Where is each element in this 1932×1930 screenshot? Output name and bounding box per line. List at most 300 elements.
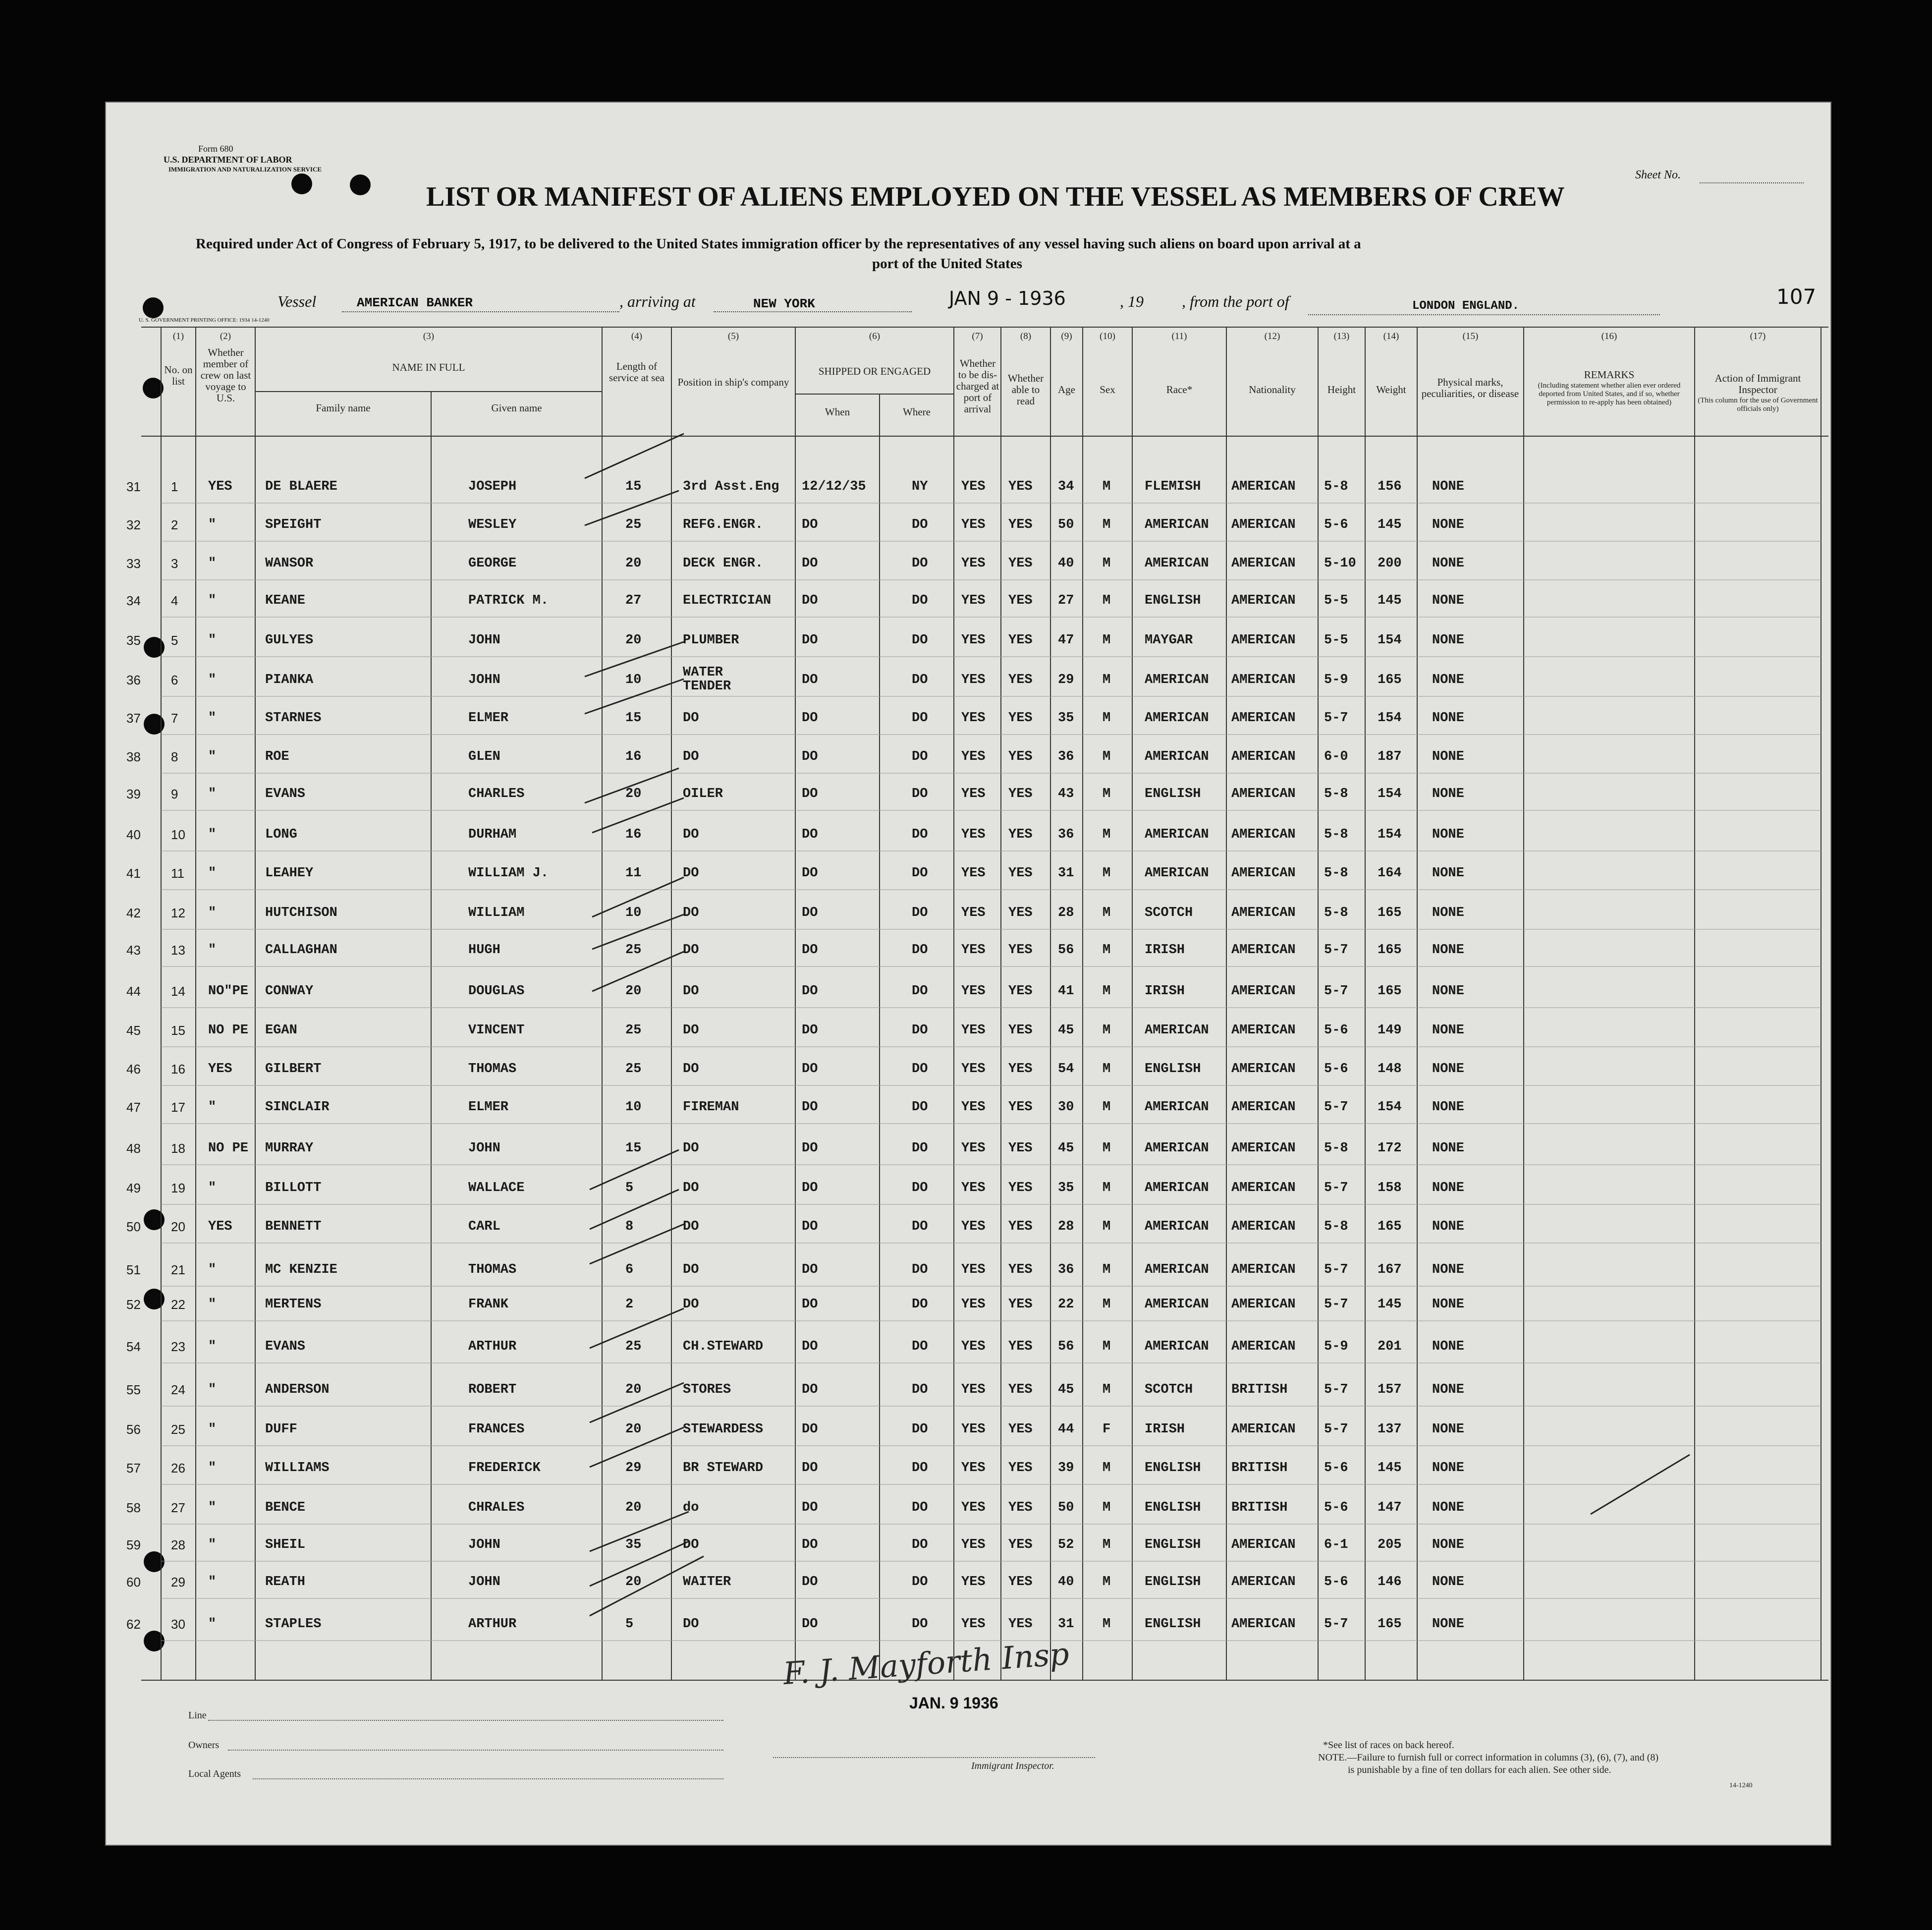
row-weight: 154 [1378,787,1402,801]
row-family-name: LONG [265,827,297,842]
row-shipped-where: DO [912,1100,928,1115]
row-weight: 149 [1378,1023,1402,1038]
row-service-length: 10 [625,906,642,920]
col-discharged-heading: Whether to be dis-charged at port of arrival [956,357,999,415]
column-number: (15) [1462,331,1479,341]
row-physical-marks: NONE [1432,906,1464,920]
row-shipped-where: NY [912,479,928,494]
row-able-to-read: YES [1008,1181,1033,1195]
row-discharged: YES [961,1181,986,1195]
service-name: IMMIGRATION AND NATURALIZATION SERVICE [168,166,322,173]
row-height: 5-7 [1324,1422,1348,1437]
column-number: (1) [172,331,184,341]
row-shipped-when: DO [802,1100,818,1115]
row-crew-status: " [208,711,217,726]
row-list-number: 25 [171,1422,185,1437]
row-age: 39 [1058,1461,1074,1476]
row-position: DO [683,984,699,999]
row-race: AMERICAN [1145,1181,1209,1195]
row-family-name: WANSOR [265,556,314,571]
row-race: SCOTCH [1145,906,1193,920]
row-physical-marks: NONE [1432,1575,1464,1589]
col-read-heading: Whether able to read [1007,372,1044,407]
row-position: DO [683,1617,699,1632]
row-list-number: 18 [171,1141,185,1156]
col-age-heading: Age [1058,384,1075,396]
row-weight: 165 [1378,943,1402,958]
row-age: 56 [1058,943,1074,958]
row-physical-marks: NONE [1432,633,1464,648]
row-height: 5-5 [1324,593,1348,608]
row-family-name: HUTCHISON [265,906,337,920]
row-nationality: BRITISH [1231,1461,1288,1476]
row-weight: 164 [1378,866,1402,881]
col-sex-heading: Sex [1100,384,1115,396]
row-sex: M [1103,1575,1111,1589]
row-list-number: 27 [171,1500,185,1515]
row-given-name: WESLEY [468,517,517,532]
row-given-name: JOHN [468,673,500,687]
row-shipped-when: DO [802,943,818,958]
row-margin-number: 34 [126,593,141,608]
row-discharged: YES [961,593,986,608]
row-list-number: 4 [171,593,178,608]
row-shipped-where: DO [912,906,928,920]
row-margin-number: 59 [126,1537,141,1552]
row-height: 5-9 [1324,1339,1348,1354]
row-shipped-when: DO [802,673,818,687]
row-given-name: FRANK [468,1297,509,1312]
col-given-heading: Given name [491,402,542,414]
row-race: AMERICAN [1145,673,1209,687]
row-age: 22 [1058,1297,1074,1312]
row-margin-number: 52 [126,1297,141,1312]
row-position: do [683,1500,699,1515]
row-family-name: STAPLES [265,1617,322,1632]
row-sex: M [1103,1141,1111,1156]
row-physical-marks: NONE [1432,673,1464,687]
arriving-port: NEW YORK [753,296,815,311]
column-number: (9) [1061,331,1072,341]
col-remarks-note: (Including statement whether alien ever ordered deported from United States, and if so, whether permission to re-apply has been obtained) [1538,382,1681,406]
row-age: 36 [1058,827,1074,842]
row-family-name: DE BLAERE [265,479,337,494]
row-given-name: VINCENT [468,1023,525,1038]
row-nationality: AMERICAN [1231,749,1296,764]
row-race: IRISH [1145,943,1185,958]
row-able-to-read: YES [1008,1297,1033,1312]
vessel-label: Vessel [277,292,317,310]
row-weight: 172 [1378,1141,1402,1156]
row-shipped-where: DO [912,943,928,958]
row-sex: M [1103,1100,1111,1115]
row-family-name: CALLAGHAN [265,943,337,958]
row-shipped-when: DO [802,1537,818,1552]
row-physical-marks: NONE [1432,866,1464,881]
row-able-to-read: YES [1008,1500,1033,1515]
row-nationality: AMERICAN [1231,1181,1296,1195]
row-given-name: HUGH [468,943,500,958]
row-service-length: 15 [625,479,642,494]
sheet-no-label: Sheet No. [1635,169,1681,181]
row-margin-number: 46 [126,1062,141,1077]
row-crew-status: " [208,1422,217,1437]
row-nationality: AMERICAN [1231,1297,1296,1312]
row-shipped-when: DO [802,1297,818,1312]
row-given-name: FRANCES [468,1422,525,1437]
row-shipped-where: DO [912,673,928,687]
row-weight: 167 [1378,1262,1402,1277]
row-shipped-where: DO [912,1575,928,1589]
row-shipped-where: DO [912,1297,928,1312]
row-position: DO [683,1297,699,1312]
row-sex: M [1103,1382,1111,1397]
row-shipped-where: DO [912,1219,928,1234]
row-height: 5-8 [1324,479,1348,494]
row-height: 6-0 [1324,749,1348,764]
row-crew-status: " [208,787,217,801]
row-race: IRISH [1145,1422,1185,1437]
row-service-length: 20 [625,787,642,801]
row-service-length: 35 [625,1537,642,1552]
row-service-length: 25 [625,943,642,958]
row-shipped-when: DO [802,1219,818,1234]
row-shipped-when: DO [802,1023,818,1038]
row-position: DO [683,711,699,726]
row-service-length: 11 [625,866,642,881]
row-service-length: 20 [625,556,642,571]
row-discharged: YES [961,943,986,958]
row-sex: M [1103,1500,1111,1515]
owners-label: Owners [188,1740,220,1751]
races-note: *See list of races on back hereof. [1323,1740,1454,1751]
row-race: ENGLISH [1145,1500,1201,1515]
row-family-name: BENCE [265,1500,306,1515]
col-where-heading: Where [903,406,931,418]
row-height: 5-10 [1324,556,1356,571]
row-shipped-where: DO [912,1181,928,1195]
row-list-number: 5 [171,633,178,648]
row-able-to-read: YES [1008,1339,1033,1354]
row-nationality: AMERICAN [1231,633,1296,648]
col-remarks-heading: REMARKS [1584,369,1635,381]
row-position: DO [683,906,699,920]
row-weight: 145 [1378,517,1402,532]
row-shipped-where: DO [912,749,928,764]
row-crew-status: " [208,749,217,764]
row-weight: 145 [1378,593,1402,608]
col-family-heading: Family name [316,402,371,414]
punch-hole [144,1551,165,1572]
row-race: SCOTCH [1145,1382,1193,1397]
row-crew-status: " [208,1297,217,1312]
row-age: 29 [1058,673,1074,687]
row-age: 50 [1058,1500,1074,1515]
row-sex: F [1103,1422,1111,1437]
row-sex: M [1103,1062,1111,1077]
row-weight: 146 [1378,1575,1402,1589]
row-crew-status: YES [208,1062,232,1077]
row-family-name: CONWAY [265,984,314,999]
row-weight: 145 [1378,1461,1402,1476]
row-age: 41 [1058,984,1074,999]
row-physical-marks: NONE [1432,1537,1464,1552]
row-list-number: 14 [171,984,185,999]
row-nationality: AMERICAN [1231,711,1296,726]
row-discharged: YES [961,984,986,999]
row-able-to-read: YES [1008,827,1033,842]
row-sex: M [1103,1219,1111,1234]
row-margin-number: 31 [126,479,141,494]
subtitle-line-2: port of the United States [872,256,1022,272]
line-label: Line [188,1710,207,1721]
row-list-number: 6 [171,673,178,687]
column-number: (7) [972,331,983,341]
column-number: (16) [1601,331,1617,341]
punch-hole [143,378,164,398]
row-able-to-read: YES [1008,1537,1033,1552]
row-sex: M [1103,906,1111,920]
row-discharged: YES [961,827,986,842]
row-service-length: 10 [625,673,642,687]
row-margin-number: 55 [126,1382,141,1397]
row-crew-status: " [208,1262,217,1277]
row-race: AMERICAN [1145,711,1209,726]
row-able-to-read: YES [1008,906,1033,920]
row-physical-marks: NONE [1432,1461,1464,1476]
row-shipped-when: DO [802,1461,818,1476]
row-position: WAITER [683,1575,731,1589]
form-code: 14-1240 [1729,1782,1753,1789]
row-service-length: 20 [625,1422,642,1437]
row-shipped-where: DO [912,1617,928,1632]
row-age: 40 [1058,556,1074,571]
row-position: WATER TENDER [683,665,731,694]
row-age: 45 [1058,1141,1074,1156]
row-list-number: 19 [171,1181,185,1195]
row-list-number: 24 [171,1382,185,1397]
punch-hole [144,1209,165,1230]
row-shipped-when: DO [802,1575,818,1589]
column-number: (17) [1750,331,1766,341]
row-age: 50 [1058,517,1074,532]
sheet-no-line [1700,182,1804,183]
row-position: DO [683,1023,699,1038]
row-service-length: 25 [625,1339,642,1354]
row-family-name: MC KENZIE [265,1262,337,1277]
row-shipped-when: DO [802,1382,818,1397]
row-crew-status: " [208,1537,217,1552]
row-service-length: 2 [625,1297,634,1312]
row-given-name: CARL [468,1219,500,1234]
row-margin-number: 38 [126,749,141,764]
row-nationality: AMERICAN [1231,1062,1296,1077]
row-nationality: AMERICAN [1231,943,1296,958]
col-position-heading: Position in ship's company [677,376,789,388]
row-margin-number: 43 [126,943,141,958]
row-service-length: 29 [625,1461,642,1476]
row-crew-status: " [208,866,217,881]
row-shipped-when: DO [802,1141,818,1156]
row-discharged: YES [961,749,986,764]
row-race: AMERICAN [1145,827,1209,842]
row-shipped-when: 12/12/35 [802,479,866,494]
row-discharged: YES [961,1339,986,1354]
row-list-number: 23 [171,1339,185,1354]
row-sex: M [1103,517,1111,532]
row-position: DO [683,1262,699,1277]
row-family-name: BILLOTT [265,1181,322,1195]
row-weight: 148 [1378,1062,1402,1077]
row-given-name: CHRALES [468,1500,525,1515]
row-able-to-read: YES [1008,1062,1033,1077]
row-physical-marks: NONE [1432,943,1464,958]
column-number: (13) [1333,331,1350,341]
row-crew-status: NO"PE [208,984,249,999]
column-number: (3) [423,331,435,341]
row-margin-number: 45 [126,1023,141,1038]
row-height: 5-6 [1324,1500,1348,1515]
row-list-number: 30 [171,1617,185,1632]
row-height: 5-8 [1324,787,1348,801]
row-nationality: AMERICAN [1231,1422,1296,1437]
row-crew-status: " [208,673,217,687]
row-crew-status: " [208,1575,217,1589]
row-shipped-where: DO [912,787,928,801]
row-list-number: 21 [171,1262,185,1277]
row-service-length: 16 [625,749,642,764]
row-age: 52 [1058,1537,1074,1552]
row-physical-marks: NONE [1432,517,1464,532]
row-shipped-when: DO [802,517,818,532]
vessel-line [342,311,619,312]
row-able-to-read: YES [1008,749,1033,764]
row-list-number: 28 [171,1537,185,1552]
row-nationality: AMERICAN [1231,1219,1296,1234]
row-given-name: JOSEPH [468,479,517,494]
row-position: CH.STEWARD [683,1339,764,1354]
row-sex: M [1103,1023,1111,1038]
row-discharged: YES [961,1219,986,1234]
row-nationality: AMERICAN [1231,673,1296,687]
column-number: (6) [869,331,881,341]
row-position: DO [683,1062,699,1077]
row-list-number: 8 [171,749,178,764]
row-able-to-read: YES [1008,866,1033,881]
row-position: DO [683,943,699,958]
row-position: PLUMBER [683,633,739,648]
row-able-to-read: YES [1008,556,1033,571]
row-position: DO [683,866,699,881]
row-shipped-where: DO [912,1023,928,1038]
row-position: FIREMAN [683,1100,739,1115]
row-physical-marks: NONE [1432,1100,1464,1115]
row-margin-number: 42 [126,906,141,920]
row-shipped-where: DO [912,1262,928,1277]
row-age: 40 [1058,1575,1074,1589]
row-margin-number: 62 [126,1617,141,1632]
row-discharged: YES [961,1023,986,1038]
arriving-line [714,311,912,312]
row-nationality: AMERICAN [1231,1339,1296,1354]
row-shipped-when: DO [802,787,818,801]
row-family-name: MURRAY [265,1141,314,1156]
row-height: 5-8 [1324,906,1348,920]
row-shipped-where: DO [912,711,928,726]
col-marks-heading: Physical marks, peculiarities, or disease [1421,376,1519,399]
row-position: DO [683,1219,699,1234]
row-sex: M [1103,1262,1111,1277]
row-shipped-where: DO [912,1537,928,1552]
inspector-signature: F. J. Mayforth Insp [782,1635,1070,1692]
row-age: 28 [1058,906,1074,920]
row-age: 31 [1058,866,1074,881]
row-service-length: 16 [625,827,642,842]
row-given-name: WILLIAM [468,906,525,920]
row-able-to-read: YES [1008,1382,1033,1397]
row-age: 28 [1058,1219,1074,1234]
row-nationality: AMERICAN [1231,906,1296,920]
penalty-note-1: NOTE.—Failure to furnish full or correct information in columns (3), (6), (7), and (8) [1318,1752,1659,1763]
row-able-to-read: YES [1008,1575,1033,1589]
local-agents-field [253,1778,723,1779]
row-position: ELECTRICIAN [683,593,772,608]
row-physical-marks: NONE [1432,1023,1464,1038]
row-nationality: AMERICAN [1231,984,1296,999]
row-given-name: ELMER [468,711,509,726]
row-shipped-when: DO [802,906,818,920]
col-name-heading: NAME IN FULL [392,361,465,373]
row-physical-marks: NONE [1432,827,1464,842]
row-crew-status: " [208,1100,217,1115]
row-race: ENGLISH [1145,593,1201,608]
row-weight: 154 [1378,633,1402,648]
row-nationality: AMERICAN [1231,1141,1296,1156]
page-number: 107 [1776,284,1817,309]
row-height: 5-7 [1324,1617,1348,1632]
row-race: ENGLISH [1145,1537,1201,1552]
row-discharged: YES [961,1461,986,1476]
row-nationality: AMERICAN [1231,787,1296,801]
row-weight: 154 [1378,711,1402,726]
row-weight: 154 [1378,1100,1402,1115]
row-sex: M [1103,633,1111,648]
arrival-date-stamp: JAN 9 - 1936 [949,287,1066,309]
row-height: 5-7 [1324,711,1348,726]
row-service-length: 20 [625,1500,642,1515]
row-age: 36 [1058,749,1074,764]
row-race: ENGLISH [1145,1461,1201,1476]
row-position: REFG.ENGR. [683,517,764,532]
row-race: ENGLISH [1145,1617,1201,1632]
row-given-name: ARTHUR [468,1339,517,1354]
row-shipped-when: DO [802,1422,818,1437]
row-shipped-where: DO [912,827,928,842]
row-able-to-read: YES [1008,673,1033,687]
row-nationality: AMERICAN [1231,517,1296,532]
row-given-name: JOHN [468,1537,500,1552]
row-weight: 137 [1378,1422,1402,1437]
row-list-number: 7 [171,711,178,726]
row-height: 5-6 [1324,1575,1348,1589]
inspector-label: Immigrant Inspector. [971,1760,1054,1771]
row-list-number: 17 [171,1100,185,1115]
row-weight: 165 [1378,1219,1402,1234]
row-nationality: AMERICAN [1231,866,1296,881]
row-family-name: SPEIGHT [265,517,322,532]
row-age: 43 [1058,787,1074,801]
row-age: 45 [1058,1382,1074,1397]
